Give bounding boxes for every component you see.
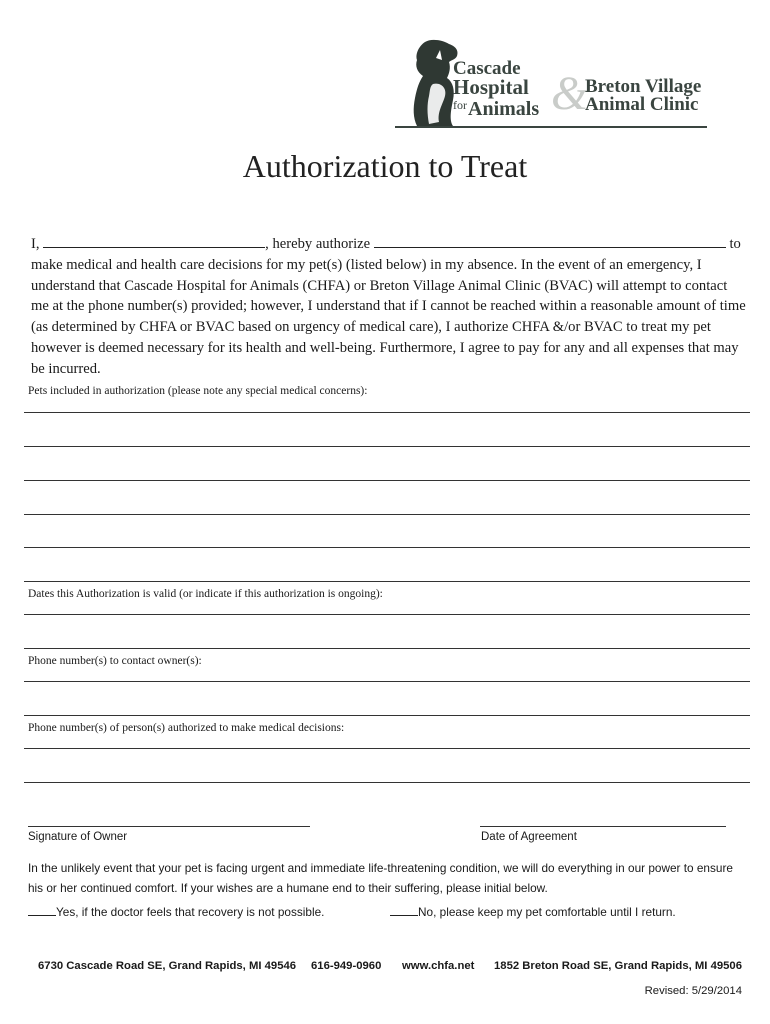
logo-line-hospital: Hospital xyxy=(453,75,529,99)
footer-website: www.chfa.net xyxy=(402,960,475,972)
logo-line-animal-clinic: Animal Clinic xyxy=(585,94,699,115)
intro-i: I, xyxy=(31,236,40,252)
owner-phone-label: Phone number(s) to contact owner(s): xyxy=(28,655,202,667)
owner-name-blank[interactable] xyxy=(43,235,265,248)
pets-line-4[interactable] xyxy=(24,514,750,515)
logo-ampersand: & xyxy=(551,67,589,120)
logo-line-breton: Breton Village xyxy=(585,76,702,97)
chfa-name xyxy=(453,60,539,118)
pets-line-3[interactable] xyxy=(24,480,750,481)
date-agreement-label: Date of Agreement xyxy=(481,831,577,843)
yes-choice xyxy=(28,905,324,919)
authorized-phone-line-1[interactable] xyxy=(24,748,750,749)
clinic-logo xyxy=(395,38,715,133)
pets-line-6[interactable] xyxy=(24,581,750,582)
pets-label: Pets included in authorization (please note any special medical concerns): xyxy=(28,385,368,397)
owner-phone-line-2[interactable] xyxy=(24,715,750,716)
pets-line-1[interactable] xyxy=(24,412,750,413)
no-initial-blank[interactable] xyxy=(390,905,418,916)
authorized-phone-label: Phone number(s) of person(s) authorized to make medical decisions: xyxy=(28,722,345,734)
logo-line-cascade: Cascade xyxy=(453,58,521,79)
dates-line-1[interactable] xyxy=(24,614,750,615)
yes-choice-text: Yes, if the doctor feels that recovery is not possible. xyxy=(56,905,325,919)
dates-line-2[interactable] xyxy=(24,648,750,649)
intro-body: to make medical and health care decisions for my pet(s) (listed below) in my absence. In the event of an emergency, I understand that Cascade Hospital for Animals (CHFA) or Breton Village Animal Clinic (BVAC) will attempt to contact me at the phone number(s) provided; however, I understand that if I cannot be reached within a reasonable amount of time (as determined by CHFA or BVAC based on urgency of medical care), I authorize CHFA &/or BVAC to treat my pet however is deemed necessary for its health and well-being. Furthermore, I agree to pay for any and all expenses that may be incurred. xyxy=(31,236,746,377)
no-choice-text: No, please keep my pet comfortable until I return. xyxy=(418,905,676,919)
pets-line-2[interactable] xyxy=(24,446,750,447)
date-agreement-line[interactable] xyxy=(480,826,726,827)
footer-address-cascade: 6730 Cascade Road SE, Grand Rapids, MI 49546 xyxy=(38,960,297,972)
pets-line-5[interactable] xyxy=(24,547,750,548)
dates-label: Dates this Authorization is valid (or indicate if this authorization is ongoing): xyxy=(28,588,383,600)
revised-date: Revised: 5/29/2014 xyxy=(644,985,742,997)
authorization-paragraph xyxy=(31,234,747,380)
authorized-phone-line-2[interactable] xyxy=(24,782,750,783)
logo-line-for: for xyxy=(453,98,467,112)
end-of-life-notice: In the unlikely event that your pet is facing urgent and immediate life-threatening condition, we will do everything in our power to ensure his or her continued comfort. If your wishes are a humane end to their suffering, please initial below. xyxy=(28,861,733,895)
yes-initial-blank[interactable] xyxy=(28,905,56,916)
footer-address-breton: 1852 Breton Road SE, Grand Rapids, MI 49506 xyxy=(494,960,742,972)
bvac-name xyxy=(585,78,701,114)
owner-phone-line-1[interactable] xyxy=(24,681,750,682)
page-title: Authorization to Treat xyxy=(242,148,528,184)
logo-underline xyxy=(395,126,707,128)
owner-signature-line[interactable] xyxy=(28,826,310,827)
owner-signature-label: Signature of Owner xyxy=(28,831,128,843)
footer-phone: 616-949-0960 xyxy=(311,960,382,972)
authorized-person-blank[interactable] xyxy=(374,235,726,248)
intro-hereby: , hereby authorize xyxy=(265,236,371,252)
no-choice xyxy=(390,905,676,919)
logo-line-animals: Animals xyxy=(468,98,540,120)
